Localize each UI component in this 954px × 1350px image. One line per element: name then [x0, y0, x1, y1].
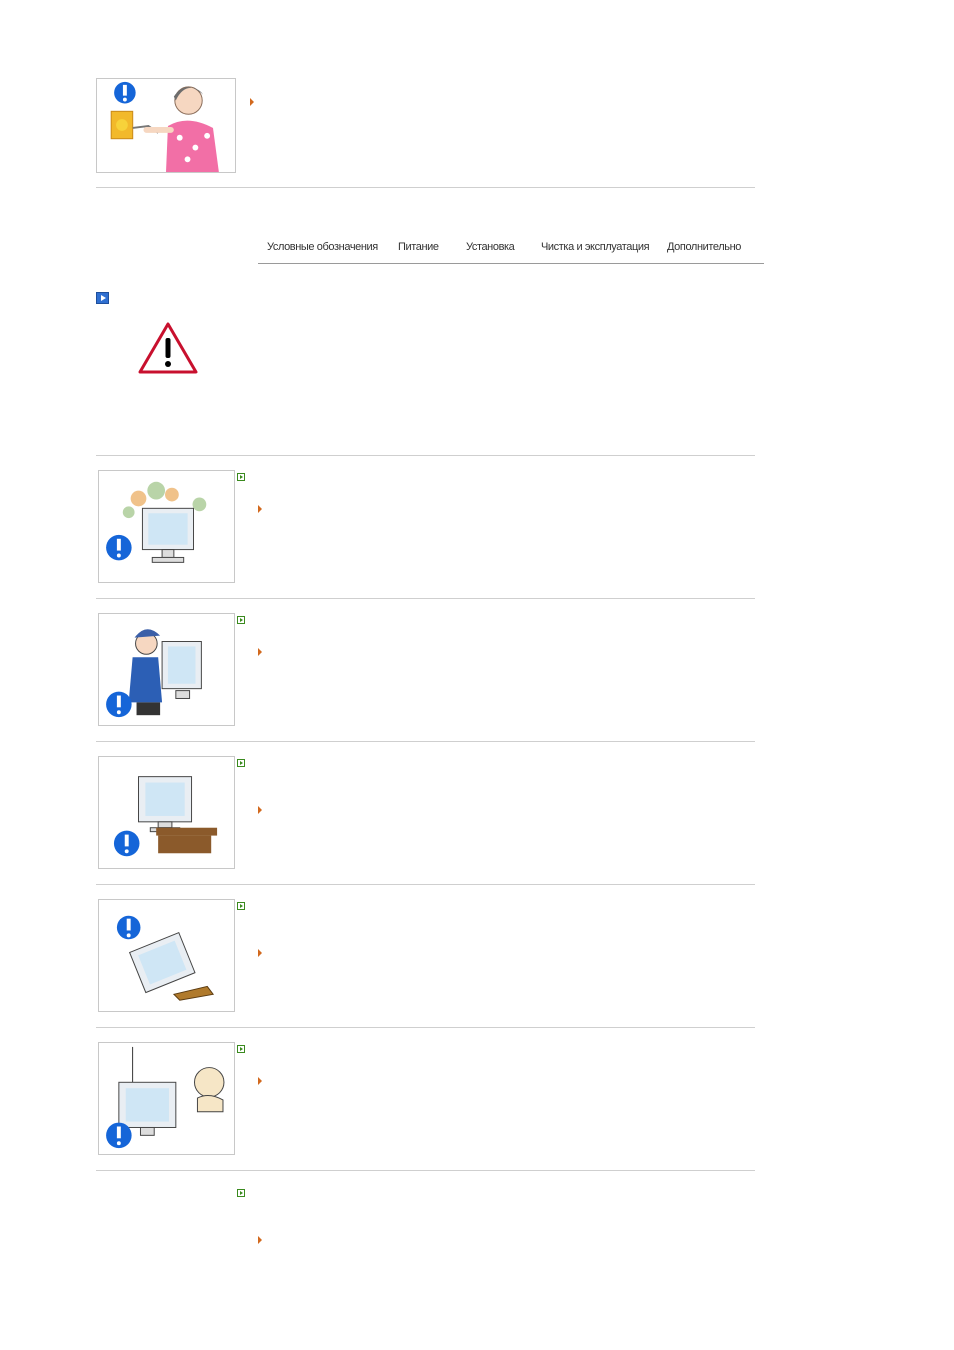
illustration-child: [98, 1042, 235, 1155]
smoke-monitor-illustration: [99, 471, 234, 582]
bullet-arrow: [258, 648, 262, 656]
illustration-unplug: [96, 78, 236, 173]
tilted-monitor-illustration: [99, 900, 234, 1011]
bullet-arrow: [258, 1077, 262, 1085]
section-nav: [258, 241, 764, 264]
bullet-arrow: [250, 98, 254, 106]
nav-installation[interactable]: Установка: [466, 241, 515, 253]
section-bullet: [237, 473, 245, 481]
bullet-arrow: [258, 1236, 262, 1244]
divider: [96, 598, 755, 599]
divider: [96, 455, 755, 456]
nav-other[interactable]: Дополнительно: [667, 241, 741, 253]
bullet-arrow: [258, 806, 262, 814]
play-square-icon: [96, 292, 109, 304]
illustration-repairman: [98, 613, 235, 726]
section-bullet: [237, 616, 245, 624]
bullet-arrow: [258, 505, 262, 513]
illustration-table-edge: [98, 756, 235, 869]
divider: [96, 1170, 755, 1171]
section-bullet: [237, 1045, 245, 1053]
nav-symbols[interactable]: Условные обозначения: [267, 241, 378, 253]
repairman-monitor-illustration: [99, 614, 234, 725]
divider: [96, 187, 755, 188]
section-bullet: [237, 902, 245, 910]
child-monitor-illustration: [99, 1043, 234, 1154]
section-bullet: [237, 1189, 245, 1197]
illustration-uneven-surface: [98, 899, 235, 1012]
warning-triangle-icon: [137, 321, 199, 375]
section-bullet: [237, 759, 245, 767]
unplug-illustration: [97, 79, 235, 172]
nav-cleaning[interactable]: Чистка и эксплуатация: [541, 241, 650, 253]
divider: [96, 884, 755, 885]
nav-power[interactable]: Питание: [398, 241, 439, 253]
bullet-arrow: [258, 949, 262, 957]
divider: [96, 741, 755, 742]
monitor-on-table-illustration: [99, 757, 234, 868]
illustration-smoke: [98, 470, 235, 583]
divider: [96, 1027, 755, 1028]
